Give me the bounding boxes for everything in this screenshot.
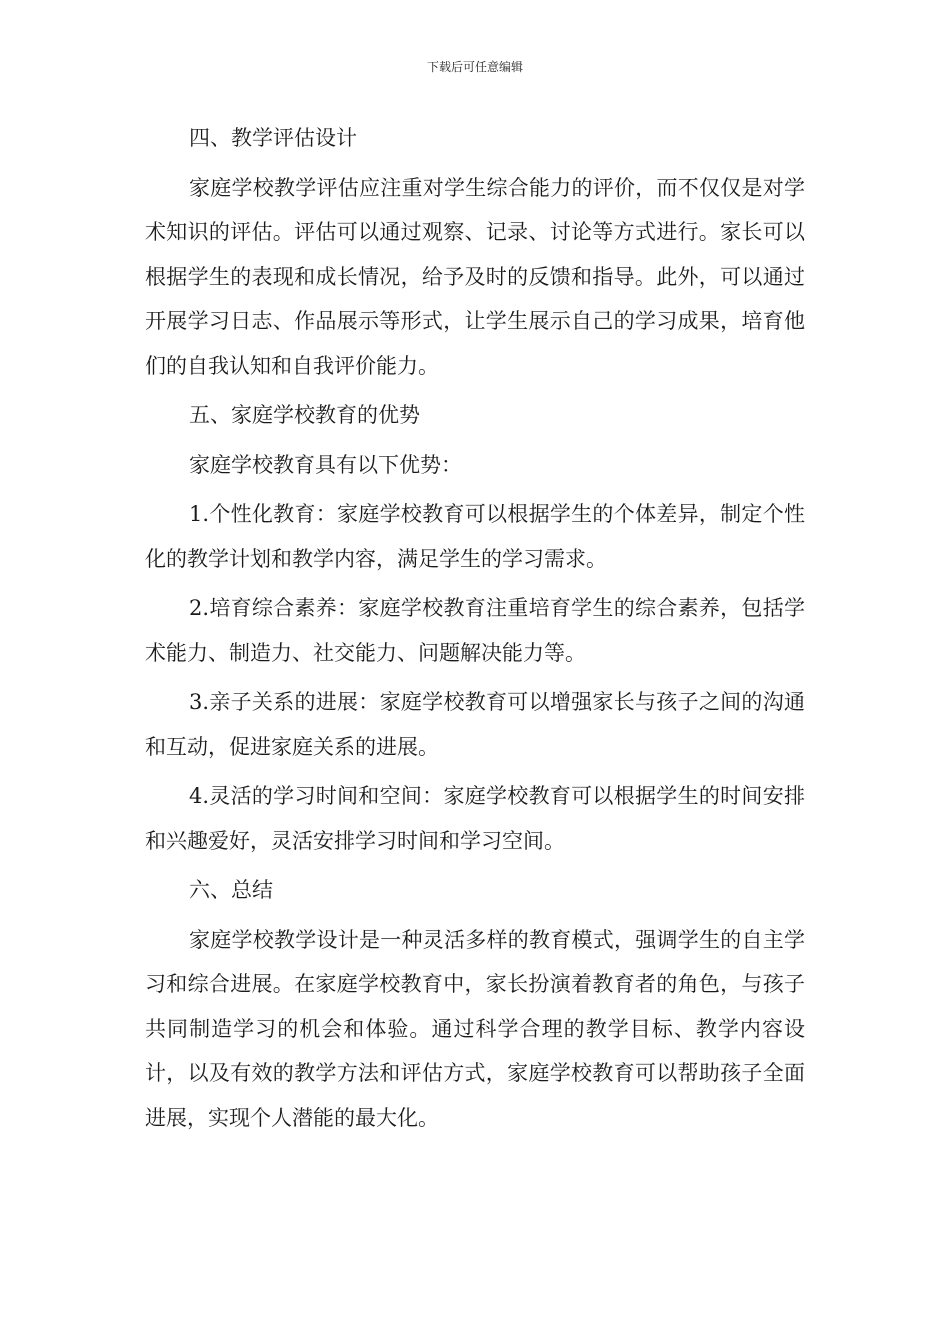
paragraph-evaluation: 家庭学校教学评估应注重对学生综合能力的评价，而不仅仅是对学术知识的评估。评估可以通过观察、记录、讨论等方式进行。家长可以根据学生的表现和成长情况，给予及时的反馈和指导。此外，可以通过开展学习日志、作品展示等形式，让学生展示自己的学习成果，培育他们的自我认知和自我评价能力。	[145, 175, 805, 378]
section-heading-advantages: 五、家庭学校教育的优势	[189, 403, 420, 427]
section-heading-evaluation: 四、教学评估设计	[189, 126, 357, 150]
page-header-note: 下载后可任意编辑	[426, 60, 523, 74]
list-item-advantage-3: 3.亲子关系的进展：家庭学校教育可以增强家长与孩子之间的沟通和互动，促进家庭关系的进展。	[145, 690, 805, 759]
paragraph-advantages-intro: 家庭学校教育具有以下优势：	[189, 452, 462, 477]
paragraph-summary: 家庭学校教学设计是一种灵活多样的教育模式，强调学生的自主学习和综合进展。在家庭学校教育中，家长扮演着教育者的角色，与孩子共同制造学习的机会和体验。通过科学合理的教学目标、教学内容设计，以及有效的教学方法和评估方式，家庭学校教育可以帮助孩子全面进展，实现个人潜能的最大化。	[145, 927, 805, 1130]
list-item-advantage-1: 1.个性化教育：家庭学校教育可以根据学生的个体差异，制定个性化的教学计划和教学内容，满足学生的学习需求。	[145, 502, 805, 571]
list-item-advantage-2: 2.培育综合素养：家庭学校教育注重培育学生的综合素养，包括学术能力、制造力、社交能力、问题解决能力等。	[145, 596, 805, 665]
document-body	[145, 116, 805, 1145]
section-heading-summary: 六、总结	[189, 878, 273, 902]
list-item-advantage-4: 4.灵活的学习时间和空间：家庭学校教育可以根据学生的时间安排和兴趣爱好，灵活安排学习时间和学习空间。	[145, 784, 805, 853]
